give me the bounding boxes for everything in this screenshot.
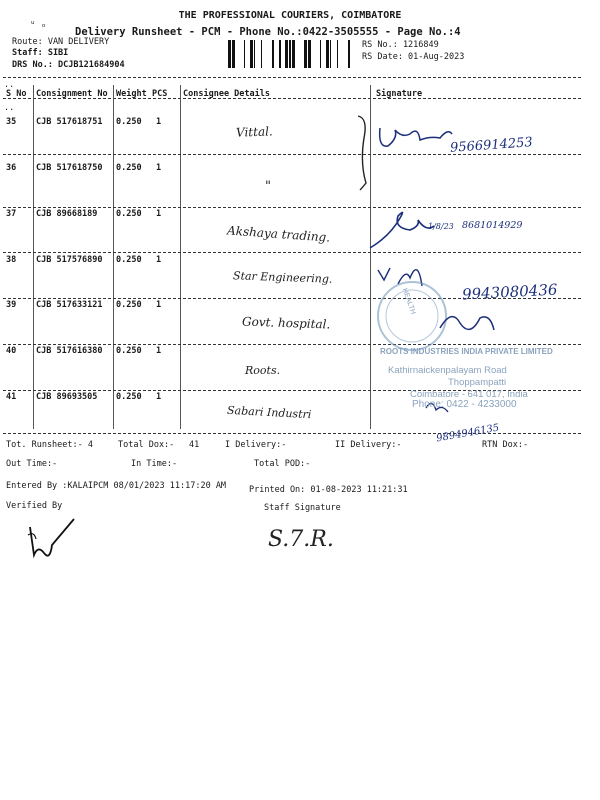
row-consignee-handwritten: Roots. xyxy=(245,364,281,377)
row-consignment: CJB 517616380 xyxy=(36,346,103,356)
column-rule xyxy=(113,85,114,429)
staff-signature-label: Staff Signature xyxy=(264,503,341,513)
company-name: THE PROFESSIONAL COURIERS, COIMBATORE xyxy=(178,10,402,21)
barcode-bar xyxy=(279,40,281,68)
signature-phone: 9943080436 xyxy=(461,280,558,304)
runsheet-title: Delivery Runsheet - PCM - Phone No.:0422-3505555 - Page No.:4 xyxy=(75,26,461,38)
row-weight: 0.250 xyxy=(116,209,142,219)
barcode-bar xyxy=(254,40,255,68)
barcode-bar xyxy=(250,40,253,68)
out-time: Out Time:- xyxy=(6,459,58,469)
barcode xyxy=(228,40,354,68)
barcode-bar xyxy=(261,40,262,68)
row-pcs: 1 xyxy=(156,300,162,310)
row-pcs: 1 xyxy=(156,392,162,402)
barcode-bar xyxy=(330,40,331,68)
row-weight: 0.250 xyxy=(116,163,142,173)
row-weight: 0.250 xyxy=(116,392,142,402)
in-time: In Time:- xyxy=(131,459,178,469)
col-signature: Signature xyxy=(376,89,423,99)
row-consignment: CJB 89693505 xyxy=(36,392,98,402)
row-sno: 35 xyxy=(6,117,17,127)
stamp-phone: Phone: 0422 - 4233000 xyxy=(412,399,517,410)
barcode-bar xyxy=(285,40,288,68)
barcode-bar xyxy=(292,40,295,68)
row-consignment: CJB 517618751 xyxy=(36,117,103,127)
verified-by: Verified By xyxy=(6,501,63,511)
row-consignee-handwritten: Vittal. xyxy=(235,124,273,140)
row-sno: 39 xyxy=(6,300,17,310)
row-pcs: 1 xyxy=(156,163,162,173)
rs-date: RS Date: 01-Aug-2023 xyxy=(362,52,465,62)
total-dox-value: 41 xyxy=(189,440,200,450)
stamp-address: Coimbatore - 641 017, India xyxy=(410,389,528,400)
row-sno: 41 xyxy=(6,392,17,402)
column-rule xyxy=(180,85,181,429)
staff: Staff: SIBI xyxy=(12,48,69,58)
signature-date: 1/8/23 xyxy=(428,222,454,231)
tot-runsheet: Tot. Runsheet:- 4 xyxy=(6,440,93,450)
column-rule xyxy=(33,85,34,429)
row-weight: 0.250 xyxy=(116,300,142,310)
row-consignment: CJB 517618750 xyxy=(36,163,103,173)
row-pcs: 1 xyxy=(156,255,162,265)
barcode-bar xyxy=(326,40,329,68)
col-consignment: Consignment No xyxy=(36,89,108,99)
row-consignee-handwritten: Sabari Industri xyxy=(226,403,312,422)
printed-on: Printed On: 01-08-2023 11:21:31 xyxy=(249,485,408,495)
staff-sign-handwritten: S.7.R. xyxy=(268,527,334,552)
row-weight: 0.250 xyxy=(116,117,142,127)
barcode-bar xyxy=(337,40,338,68)
stamp-address: Kathirnaickenpalayam Road xyxy=(388,365,507,376)
row-consignee-handwritten: " xyxy=(265,179,271,194)
barcode-bar xyxy=(272,40,274,68)
row-consignment: CJB 517576890 xyxy=(36,255,103,265)
verifier-signature xyxy=(20,515,80,570)
row-pcs: 1 xyxy=(156,117,162,127)
barcode-bar xyxy=(348,40,350,68)
row-sno: 40 xyxy=(6,346,17,356)
stamp-company: ROOTS INDUSTRIES INDIA PRIVATE LIMITED xyxy=(380,347,553,356)
i-delivery: I Delivery:- xyxy=(225,440,287,450)
row-pcs: 1 xyxy=(156,209,162,219)
row-weight: 0.250 xyxy=(116,346,142,356)
route: Route: VAN DELIVERY xyxy=(12,37,110,47)
divider xyxy=(3,77,581,78)
signature-phone: 8681014929 xyxy=(462,220,523,231)
barcode-bar xyxy=(244,40,245,68)
ii-delivery: II Delivery:- xyxy=(335,440,402,450)
row-consignment: CJB 517633121 xyxy=(36,300,103,310)
row-sno: 36 xyxy=(6,163,17,173)
total-dox-label: Total Dox:- xyxy=(118,440,175,450)
print-mark: ᵘ ₒ xyxy=(30,20,47,30)
col-pcs: PCS xyxy=(152,89,168,99)
total-pod: Total POD:- xyxy=(254,459,311,469)
barcode-bar xyxy=(289,40,291,68)
barcode-bar xyxy=(232,40,235,68)
barcode-bar xyxy=(320,40,321,68)
rs-number: RS No.: 1216849 xyxy=(362,40,439,50)
row-consignee-handwritten: Star Engineering. xyxy=(232,269,333,286)
row-pcs: 1 xyxy=(156,346,162,356)
col-sno: S No xyxy=(6,89,27,99)
col-weight: Weight xyxy=(116,89,147,99)
barcode-bar xyxy=(228,40,231,68)
row-consignment: CJB 89668189 xyxy=(36,209,98,219)
drs-number: DRS No.: DCJB121684904 xyxy=(12,60,125,70)
stamp-address: Thoppampatti xyxy=(448,377,507,388)
row-weight: 0.250 xyxy=(116,255,142,265)
barcode-bar xyxy=(304,40,307,68)
row-consignee-handwritten: Govt. hospital. xyxy=(241,314,331,332)
barcode-bar xyxy=(308,40,311,68)
stamp-round-text: HEALTH xyxy=(400,287,417,316)
signature-phone: 9894946135 xyxy=(435,422,501,445)
signature-phone: 9566914253 xyxy=(449,135,534,156)
entered-by: Entered By :KALAIPCM 08/01/2023 11:17:20 AM xyxy=(6,481,227,491)
row-sno: 37 xyxy=(6,209,17,219)
col-consignee: Consignee Details xyxy=(183,89,270,99)
row-sno: 38 xyxy=(6,255,17,265)
rtn-dox: RTN Dox:- xyxy=(482,440,529,450)
row-consignee-handwritten: Akshaya trading. xyxy=(226,223,331,245)
